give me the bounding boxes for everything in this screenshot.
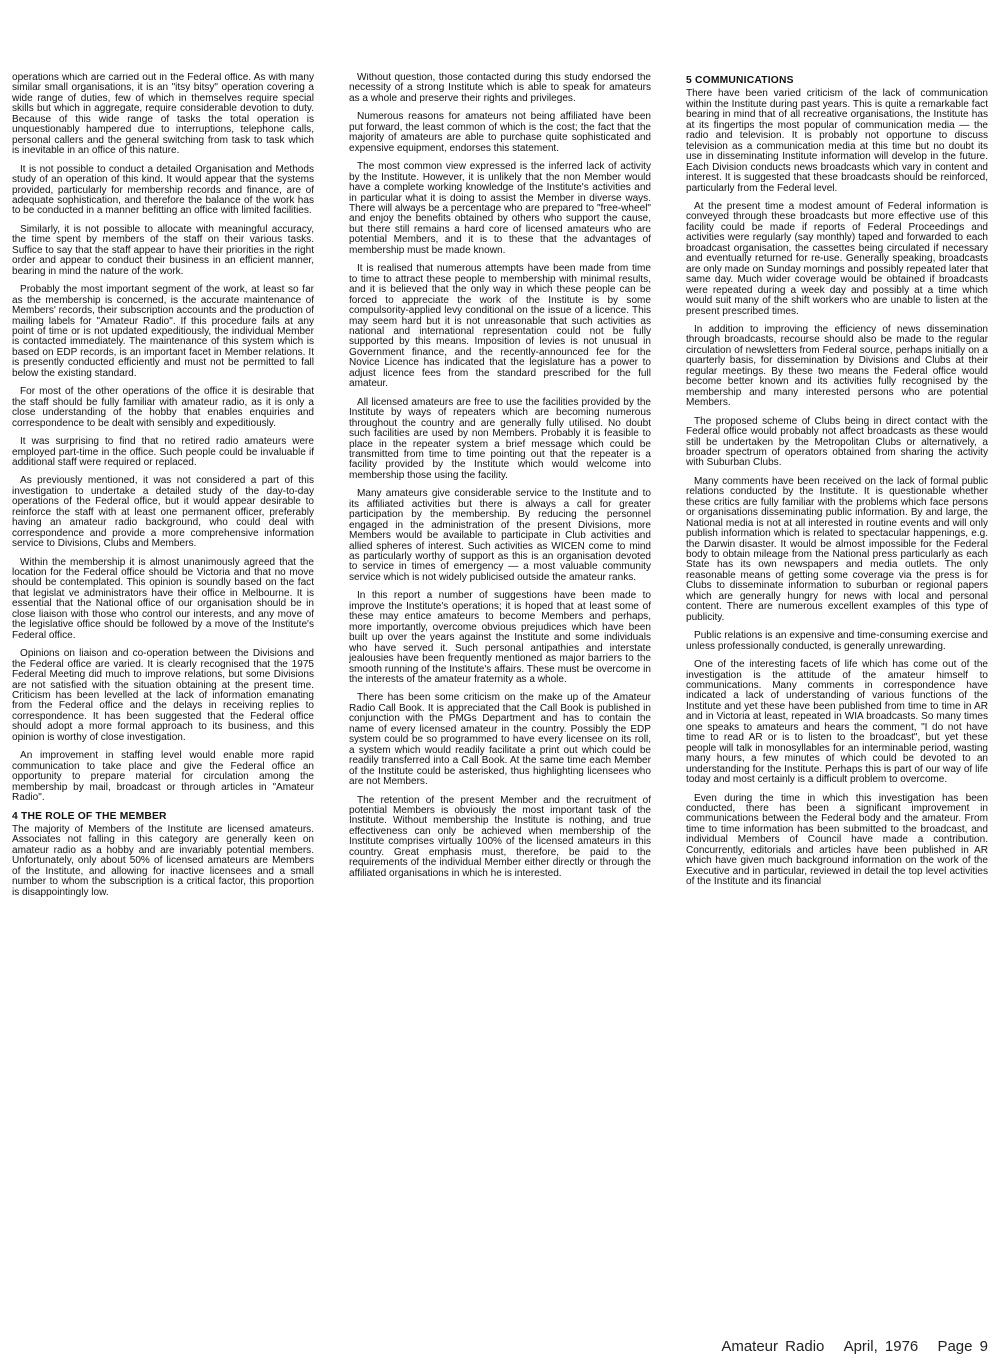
page-footer <box>709 1338 988 1355</box>
paragraph: Within the membership it is almost unanimously agreed that the location for the Federal office should be Victoria and that no move should be contemplated. This opinion is soundly based on the fact that legislat ve administrators have their office in Melbourne. It is essential that the National office of our organisation should be in close liaison with those who control our interests, and any move of the legislative office should be followed by a move of the Institute's Federal office. <box>12 556 314 641</box>
paragraph: Public relations is an expensive and time-consuming exercise and unless professionally conducted, is generally unrewarding. <box>686 630 988 652</box>
column-middle <box>349 73 651 1328</box>
paragraph: There has been some criticism on the make up of the Amateur Radio Call Book. It is appreciated that the Call Book is published in conjunction with the PMGs Department and has to contain the name of every licensed amateur in the country. Possibly the EDP system could be so programmed to have every licensee on its roll, a system which would readily facilitate a print out which could be readily transferred into a Call Book. At the same time each Member of the Institute could be asterisked, thus highlighting licensees who are not Members. <box>349 692 651 788</box>
paragraph: Without question, those contacted during this study endorsed the necessity of a strong Institute which is able to speak for amateurs as a whole and preserve their rights and privileges. <box>349 73 651 104</box>
paragraph: The most common view expressed is the inferred lack of activity by the Institute. However, it is unlikely that the non Member would have a complete working knowledge of the Institute's activities and in particular what it is doing to assist the Member in diverse ways. There will always be a percentage who are prepared to "free-wheel" and enjoy the benefits obtained by others who support the cause, but there still remains a hard core of licensed amateurs who are potential Members, and it is to these that the advantages of membership must be made known. <box>349 161 651 256</box>
paragraph: Even during the time in which this investigation has been conducted, there has been a significant improvement in communications between the Federal body and the amateur. From time to time information has been submitted to the broadcast, and individual Members of Council have made a contribution. Concurrently, editorials and articles have been published in AR which have given much background information on the work of the Executive and in particular, reviewed in detail the top level activities of the Institute and its financial <box>686 792 988 888</box>
paragraph: Opinions on liaison and co-operation between the Divisions and the Federal office are varied. It is clearly recognised that the 1975 Federal Meeting did much to improve relations, but some Divisions are not satisfied with the situation obtaining at the present time. Criticism has been levelled at the lack of information emanating from the Federal office and the delays in receiving replies to correspondence. It has been suggested that the Federal office should adopt a more formal approach to its business, and this opinion is worthy of close investigation. <box>12 648 314 743</box>
paragraph: In addition to improving the efficiency of news dissemination through broadcasts, recourse should also be made to the regular circulation of newsletters from Federal source, perhaps initially on a quarterly basis, for dissemination by Divisions and Clubs at their regular meetings. By these two means the Federal office would become better known and its activities fully recognised by the membership and many interested persons who are potential Members. <box>686 323 988 409</box>
paragraph: All licensed amateurs are free to use the facilities provided by the Institute by ways of repeaters which are becoming numerous throughout the country and are generally fully utilised. No doubt such facilities are used by non Members. Probably it is feasible to place in the repeater system a brief message which could be transmitted from time to time pointing out that the repeater is a facility provided by the Institute which would welcome into membership those using the facility. <box>349 396 651 481</box>
publication-name: Amateur Radio <box>721 1338 825 1355</box>
section-heading: 4 THE ROLE OF THE MEMBER <box>12 810 167 822</box>
issue-date: April, 1976 <box>843 1338 919 1355</box>
paragraph: An improvement in staffing level would enable more rapid communication to take place and give the Federal office an opportunity to prepare material for circulation among the membership by mail, broadcast or through articles in "Amateur Radio". <box>12 750 314 804</box>
paragraph: It is realised that numerous attempts have been made from time to time to attract these people to membership with minimal results, and it is believed that the only way in which these people can be forced to appreciate the work of the Institute is by some compulsority-applied levy conditional on the issue of a licence. This may seem hard but it is not unreasonable that such activities as national and international representation could not be fully supported by this means. Imposition of levies is not unusual in Government finance, and the recently-announced fee for the Novice Licence has indicated that the legislature has a power to adjust licence fees from the standard prescribed for the full amateur. <box>349 263 651 390</box>
paragraph: Many comments have been received on the lack of formal public relations conducted by the Institute. It is questionable whether these critics are fully familiar with the problems which face persons or organisations disseminating public information. By and large, the National media is not at all interested in routine events and will only publish information which is related to spectacular happenings, e.g. the Darwin disaster. It would be almost impossible for the Federal body to obtain mileage from the National press particularly as each State has its own newspapers and media outlets. The only reasonable means of getting some coverage via the press is for Clubs to disseminate information to suburban or regional papers which are generally hungry for news with local and personal content. There are numerous excellent examples of this type of publicity. <box>686 475 988 623</box>
paragraph: At the present time a modest amount of Federal information is conveyed through these broadcasts but more effective use of this facility could be made if reports of Federal Proceedings and activities were regularly (say monthly) taped and forwarded to each broadcast organisation, the cassettes being circulated if necessary and eventually returned for re-use. Generally speaking, broadcasts are only made on Sunday mornings and possibly repeated later that same day. Much wider coverage would be obtained if broadcasts were repeated during a week day and possibly at a time which would suit many of the shift workers who are unable to listen at the present prescribed times. <box>686 200 988 317</box>
paragraph: One of the interesting facets of life which has come out of the investigation is the attitude of the amateur himself to communications. Many comments in correspondence have indicated a lack of understanding of various functions of the Institute and yet these have been published from time to time in AR and in Victoria at least, repeated in WIA broadcasts. So many times one speaks to amateurs and hears the comment, "I do not have time to read AR or is to listen to the broadcast", but yet these people will talk in monosyllables for an interminable period, wasting many hours, a few minutes of which could be devoted to an understanding for the Institute. Perhaps this is part of our way of life today and most certainly is a difficult problem to overcome. <box>686 659 988 786</box>
paragraph: The proposed scheme of Clubs being in direct contact with the Federal office would probably not affect broadcasts as these would still be undertaken by the Metropolitan Clubs or alternatively, a broader spectrum of operators obtained from sharing the activity with Suburban Clubs. <box>686 415 988 469</box>
paragraph: It is not possible to conduct a detailed Organisation and Methods study of an operation of this kind. It would appear that the systems provided, particularly for membership records and finance, are of adequate sophistication, and therefore the balance of the work has to be conducted in a manner befitting an office with limited facilities. <box>12 163 314 217</box>
column-left <box>12 73 314 1328</box>
paragraph: There have been varied criticism of the lack of communication within the Institute during past years. This is quite a remarkable fact bearing in mind that of all recreative organisations, the Institute has at its fingertips the most popular of communication media — the radio and television. It is probably not opportune to discuss television as a communication media at this time but no doubt its use in disseminating Institute information will develop in the future. Each Division conducts news broadcasts which vary in content and interest. It is suggested that these broadcasts should be reinforced, particularly from the Federal level. <box>686 88 988 194</box>
page-number: Page 9 <box>937 1338 988 1355</box>
paragraph: Probably the most important segment of the work, at least so far as the membership is concerned, is the accurate maintenance of Members' records, their subscription accounts and the production of mailing labels for "Amateur Radio". If this procedure fails at any point of time or is not updated expeditiously, the individual Member is contacted immediately. The maintenance of this system which is based on EDP records, is an important facet in Member relations. It is presently conducted efficiently and must not be permitted to fall below the existing standard. <box>12 284 314 379</box>
paragraph: In this report a number of suggestions have been made to improve the Institute's operations; it is hoped that at least some of these may entice amateurs to become Members and perhaps, more importantly, overcome obvious prejudices which have been built up over the years against the Institute and some individuals who have served it. Such personal antipathies and interstate jealousies have been frequently mentioned as major barriers to the smooth running of the Institute's affairs. These must be overcome in the interests of the amateur fraternity as a whole. <box>349 590 651 686</box>
column-right <box>686 73 988 1328</box>
paragraph: For most of the other operations of the office it is desirable that the staff should be fully familiar with amateur radio, as it is only a close understanding of the hobby that enables enquiries and correspondence to be dealt with sensibly and expeditiously. <box>12 386 314 429</box>
paragraph: operations which are carried out in the Federal office. As with many similar small organisations, it is an "itsy bitsy" operation covering a wide range of duties, few of which in themselves require special skills but which in aggregate, require considerable devotion to duty. Because of this wide range of tasks the total operation is unquestionably hampered due to interruptions, telephone calls, personal callers and the general switching from task to task which is inevitable in an office of this nature. <box>12 73 314 157</box>
paragraph: It was surprising to find that no retired radio amateurs were employed part-time in the office. Such people could be invaluable if additional staff were required or replaced. <box>12 436 314 468</box>
paragraph: Numerous reasons for amateurs not being affiliated have been put forward, the least common of which is the cost; the fact that the majority of amateurs are able to purchase quite sophisticated and expensive equipment, endorses this statement. <box>349 111 651 154</box>
section-heading: 5 COMMUNICATIONS <box>686 75 794 86</box>
paragraph: The majority of Members of the Institute are licensed amateurs. Associates not falling in this category are generally keen on amateur radio as a hobby and are invariably potential members. Unfortunately, only about 50% of licensed amateurs are Members of the Institute, and allowing for inactive licensees and a small number to whom the subscription is a critical factor, this proportion is disappointingly low. <box>12 824 314 898</box>
paragraph: As previously mentioned, it was not considered a part of this investigation to undertake a detailed study of the day-to-day operations of the Federal office, but it would appear desirable to reinforce the staff with at least one permanent officer, preferably having an amateur radio background, who could deal with correspondence and provide a more comprehensive information service to Divisions, Clubs and Members. <box>12 475 314 550</box>
paragraph: Similarly, it is not possible to allocate with meaningful accuracy, the time spent by members of the staff on their various tasks. Suffice to say that the staff appear to have their priorities in the right order and appear to conduct their business in an efficient manner, bearing in mind the nature of the work. <box>12 223 314 277</box>
paragraph: The retention of the present Member and the recruitment of potential Members is obviously the most important task of the Institute. Without membership the Institute is nothing, and true effectiveness can only be achieved when membership of the Institute comprises virtually 100% of the licensed amateurs in this country. Great emphasis must, therefore, be paid to the requirements of the individual Member either directly or through the affiliated organisations in which he is interested. <box>349 794 651 879</box>
paragraph: Many amateurs give considerable service to the Institute and to its affiliated activities but there is always a call for greater participation by the membership. By reducing the personnel engaged in the administration of the present Divisions, more Members would be available to participate in Club activities and allied spheres of interest. Such activities as WICEN come to mind as particularly worthy of support as this is an organisation devoted to service in times of emergency — a most valuable community service which is not widely publicised outside the amateur ranks. <box>349 488 651 583</box>
